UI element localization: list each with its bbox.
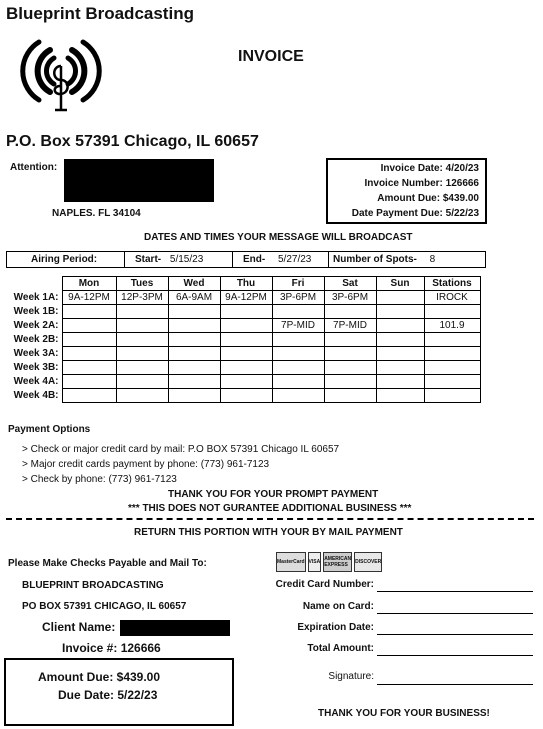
company-address: P.O. Box 57391 Chicago, IL 60657 (6, 133, 259, 150)
start-label: Start- (135, 254, 162, 265)
airing-label: Airing Period: (7, 252, 125, 267)
expiration-date-label: Expiration Date: (297, 622, 374, 633)
schedule-cell (324, 347, 376, 361)
week-label: Week 4A: (13, 376, 59, 387)
column-header: Fri (272, 277, 324, 291)
week-label: Week 4B: (13, 390, 59, 401)
schedule-cell (272, 375, 324, 389)
payment-option: > Check by phone: (773) 961-7123 (22, 474, 177, 485)
schedule-cell (168, 375, 220, 389)
total-amount-field[interactable] (377, 655, 533, 656)
credit-card-number-field[interactable] (377, 591, 533, 592)
column-header: Wed (168, 277, 220, 291)
spots-cell (329, 252, 485, 267)
amex-logo-icon (323, 552, 352, 572)
schedule-cell (272, 305, 324, 319)
cut-line-divider (6, 518, 534, 520)
card-logo-text: VISA (308, 559, 321, 565)
schedule-cell (62, 319, 116, 333)
schedule-cell (168, 361, 220, 375)
schedule-cell (272, 347, 324, 361)
signature-label: Signature: (328, 671, 374, 682)
schedule-cell: 101.9 (424, 319, 480, 333)
column-header: Stations (424, 277, 480, 291)
schedule-cell (376, 305, 424, 319)
document-title: INVOICE (238, 48, 304, 65)
schedule-cell: 7P-MID (272, 319, 324, 333)
schedule-cell (116, 319, 168, 333)
table-row (6, 333, 480, 347)
schedule-cell (376, 389, 424, 403)
remit-amount-due: Amount Due: $439.00 (38, 670, 161, 684)
payment-options-title: Payment Options (8, 424, 91, 435)
schedule-cell: 6A-9AM (168, 291, 220, 305)
schedule-cell (168, 347, 220, 361)
schedule-cell (324, 361, 376, 375)
card-logo-text: MasterCard (277, 559, 305, 565)
week-label: Week 1A: (13, 292, 59, 303)
schedule-cell (116, 375, 168, 389)
schedule-cell (116, 347, 168, 361)
prompt-payment-thanks: THANK YOU FOR YOUR PROMPT PAYMENT (168, 489, 379, 500)
schedule-cell (220, 375, 272, 389)
table-row (6, 389, 480, 403)
airing-period-bar (6, 251, 486, 268)
schedule-cell (376, 319, 424, 333)
schedule-cell (376, 291, 424, 305)
schedule-cell (220, 347, 272, 361)
payment-option: > Major credit cards payment by phone: (773) 961-7123 (22, 459, 270, 470)
schedule-cell (220, 319, 272, 333)
table-row (6, 305, 480, 319)
broadcast-title: DATES AND TIMES YOUR MESSAGE WILL BROADCAST (144, 232, 413, 243)
schedule-cell (116, 333, 168, 347)
redacted-block (64, 159, 214, 202)
schedule-cell: 9A-12PM (62, 291, 116, 305)
broadcast-logo-icon (20, 36, 102, 116)
payee-name: BLUEPRINT BROADCASTING (22, 580, 164, 591)
credit-card-number-label: Credit Card Number: (275, 579, 374, 590)
schedule-cell (424, 389, 480, 403)
schedule-cell (116, 389, 168, 403)
schedule-cell (62, 305, 116, 319)
invoice-info-box (326, 158, 487, 224)
start-value: 5/15/23 (169, 254, 204, 265)
table-row (6, 361, 480, 375)
amount-due-box (4, 658, 234, 726)
total-amount-label: Total Amount: (307, 643, 374, 654)
column-header: Tues (116, 277, 168, 291)
schedule-cell (272, 389, 324, 403)
schedule-cell (220, 389, 272, 403)
schedule-cell (168, 389, 220, 403)
schedule-cell (168, 305, 220, 319)
schedule-cell (220, 333, 272, 347)
schedule-cell: 3P-6PM (324, 291, 376, 305)
schedule-cell (62, 333, 116, 347)
schedule-cell: 9A-12PM (220, 291, 272, 305)
schedule-cell (324, 305, 376, 319)
remit-invoice-number: Invoice #: 126666 (62, 641, 161, 655)
payee-address: PO BOX 57391 CHICAGO, IL 60657 (22, 601, 187, 612)
attention-label: Attention: (10, 162, 58, 173)
business-thanks: THANK YOU FOR YOUR BUSINESS! (318, 708, 490, 719)
spots-label: Number of Spots- (333, 254, 417, 265)
end-value: 5/27/23 (278, 254, 312, 265)
week-label: Week 3B: (13, 362, 59, 373)
schedule-cell (272, 361, 324, 375)
header-spacer (6, 277, 62, 291)
start-cell (125, 252, 233, 267)
name-on-card-label: Name on Card: (302, 601, 374, 612)
schedule-cell (424, 347, 480, 361)
schedule-cell: 3P-6PM (272, 291, 324, 305)
payment-option: > Check or major credit card by mail: P.O BOX 57391 Chicago IL 60657 (22, 444, 340, 455)
redacted-client-name (120, 620, 230, 636)
schedule-cell (424, 375, 480, 389)
schedule-cell: 12P-3PM (116, 291, 168, 305)
schedule-cell (424, 305, 480, 319)
schedule-cell (376, 375, 424, 389)
schedule-cell (62, 389, 116, 403)
schedule-cell (324, 375, 376, 389)
business-notice: *** THIS DOES NOT GURANTEE ADDITIONAL BUSINESS *** (128, 503, 412, 514)
client-name-label: Client Name: (42, 620, 116, 634)
return-instruction: RETURN THIS PORTION WITH YOUR BY MAIL PAYMENT (134, 527, 403, 538)
schedule-cell (168, 319, 220, 333)
schedule-cell (324, 389, 376, 403)
week-label: Week 2A: (13, 320, 59, 331)
table-row (6, 319, 480, 333)
company-name: Blueprint Broadcasting (6, 4, 194, 23)
card-logo-text: AMERICAN EXPRESS (324, 556, 352, 568)
table-row (6, 291, 480, 305)
schedule-cell (116, 305, 168, 319)
schedule-cell (376, 347, 424, 361)
end-label: End- (243, 254, 266, 265)
signature-field[interactable] (377, 684, 533, 685)
table-row (6, 347, 480, 361)
schedule-cell (220, 361, 272, 375)
week-label: Week 1B: (13, 306, 59, 317)
schedule-cell (324, 333, 376, 347)
amount-due: Amount Due: $439.00 (377, 193, 479, 204)
schedule-cell (220, 305, 272, 319)
table-row (6, 375, 480, 389)
week-label: Week 3A: (13, 348, 59, 359)
invoice-number: Invoice Number: 126666 (364, 178, 479, 189)
column-header: Mon (62, 277, 116, 291)
schedule-cell (424, 333, 480, 347)
column-header: Sat (324, 277, 376, 291)
week-label: Week 2B: (13, 334, 59, 345)
schedule-cell (376, 333, 424, 347)
schedule-cell (376, 361, 424, 375)
payment-due-date: Date Payment Due: 5/22/23 (351, 208, 479, 219)
schedule-cell (272, 333, 324, 347)
card-logo-text: DISCOVER (355, 559, 382, 565)
schedule-cell (62, 361, 116, 375)
schedule-cell (116, 361, 168, 375)
visa-logo-icon (308, 552, 322, 572)
invoice-date: Invoice Date: 4/20/23 (380, 163, 479, 174)
mastercard-logo-icon (276, 552, 306, 572)
schedule-cell (168, 333, 220, 347)
column-header: Thu (220, 277, 272, 291)
name-on-card-field[interactable] (377, 613, 533, 614)
expiration-date-field[interactable] (377, 634, 533, 635)
end-cell (233, 252, 329, 267)
schedule-cell: IROCK (424, 291, 480, 305)
mail-to-label: Please Make Checks Payable and Mail To: (8, 558, 207, 569)
schedule-cell (62, 347, 116, 361)
schedule-cell (424, 361, 480, 375)
schedule-table (6, 276, 481, 403)
schedule-cell (62, 375, 116, 389)
spots-value: 8 (429, 254, 436, 265)
attention-city: NAPLES. FL 34104 (52, 208, 141, 219)
card-logos (276, 552, 380, 572)
discover-logo-icon (354, 552, 382, 572)
column-header: Sun (376, 277, 424, 291)
remit-due-date: Due Date: 5/22/23 (58, 688, 158, 702)
schedule-cell: 7P-MID (324, 319, 376, 333)
